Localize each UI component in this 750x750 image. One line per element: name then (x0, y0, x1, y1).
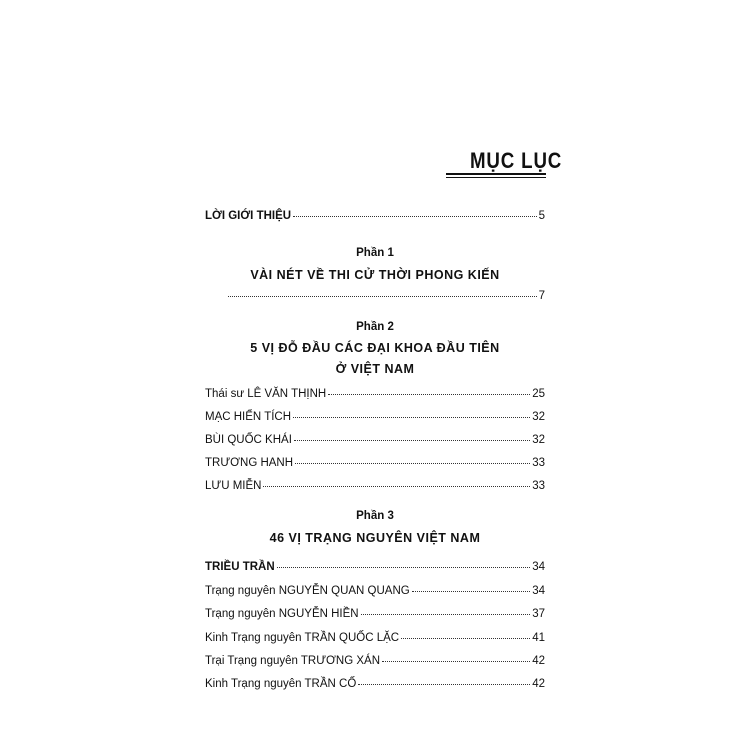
toc-entry-label: BÙI QUỐC KHÁI (205, 434, 292, 446)
dot-leader (412, 591, 530, 592)
toc-entry[interactable] (205, 632, 545, 644)
toc-entry-label: TRIỀU TRẦN (205, 561, 275, 573)
dot-leader (361, 614, 531, 615)
toc-entry-label: Thái sư LÊ VĂN THỊNH (205, 388, 327, 400)
part2-label: Phần 2 (356, 321, 394, 333)
toc-entry-label: Kinh Trạng nguyên TRẦN QUỐC LẶC (205, 632, 400, 644)
toc-entry[interactable] (205, 480, 545, 492)
toc-entry-page: 34 (532, 561, 545, 573)
toc-entry-intro[interactable] (205, 210, 545, 222)
toc-entry[interactable] (205, 411, 545, 423)
toc-entry-label: LƯU MIỄN (205, 480, 262, 492)
part2-title-line1: 5 VỊ ĐỖ ĐẦU CÁC ĐẠI KHOA ĐẦU TIÊN (250, 341, 500, 355)
toc-entry-page: 33 (532, 480, 545, 492)
dot-leader (382, 661, 530, 662)
toc-entry-label: Trại Trạng nguyên TRƯƠNG XÁN (205, 655, 380, 667)
title-underline (446, 173, 546, 175)
toc-entry-label: Kinh Trạng nguyên TRẦN CỐ (205, 678, 357, 690)
toc-entry-label: LỜI GIỚI THIỆU (205, 210, 292, 222)
toc-entry[interactable] (205, 608, 545, 620)
dot-leader (228, 296, 537, 297)
toc-title: MỤC LỤC (470, 148, 563, 173)
part2-title-line2: Ở VIỆT NAM (335, 362, 415, 376)
title-underline-thin (446, 177, 546, 178)
toc-entry-part1[interactable] (228, 290, 545, 302)
dot-leader (294, 440, 530, 441)
toc-entry-label: MẠC HIỂN TÍCH (205, 411, 292, 423)
toc-entry-page: 32 (532, 411, 545, 423)
dot-leader (295, 463, 530, 464)
part1-label: Phần 1 (356, 247, 394, 259)
toc-entry-page: 32 (532, 434, 545, 446)
toc-entry[interactable] (205, 678, 545, 690)
toc-entry-page: 42 (532, 678, 545, 690)
part3-label: Phần 3 (356, 510, 394, 522)
part3-title: 46 VỊ TRẠNG NGUYÊN VIỆT NAM (269, 531, 481, 545)
toc-entry-page: 34 (532, 585, 545, 597)
dot-leader (358, 684, 530, 685)
toc-entry-page: 41 (532, 632, 545, 644)
dot-leader (293, 216, 537, 217)
toc-entry-page: 5 (538, 210, 545, 222)
dot-leader (293, 417, 530, 418)
part1-title: VÀI NÉT VỀ THI CỬ THỜI PHONG KIẾN (250, 268, 500, 282)
toc-entry-page: 25 (532, 388, 545, 400)
dot-leader (263, 486, 530, 487)
toc-entry-label: TRƯƠNG HANH (205, 457, 294, 469)
dot-leader (328, 394, 530, 395)
toc-entry[interactable] (205, 434, 545, 446)
toc-entry-page: 42 (532, 655, 545, 667)
toc-entry-label: Trạng nguyên NGUYỄN QUAN QUANG (205, 585, 410, 597)
toc-entry-label: Trạng nguyên NGUYỄN HIỀN (205, 608, 359, 620)
toc-entry[interactable] (205, 585, 545, 597)
toc-entry[interactable] (205, 561, 545, 573)
toc-entry[interactable] (205, 457, 545, 469)
toc-entry[interactable] (205, 655, 545, 667)
toc-entry-page: 33 (532, 457, 545, 469)
dot-leader (401, 638, 530, 639)
dot-leader (277, 567, 531, 568)
toc-entry-page: 7 (538, 290, 545, 302)
toc-entry-page: 37 (532, 608, 545, 620)
toc-entry[interactable] (205, 388, 545, 400)
